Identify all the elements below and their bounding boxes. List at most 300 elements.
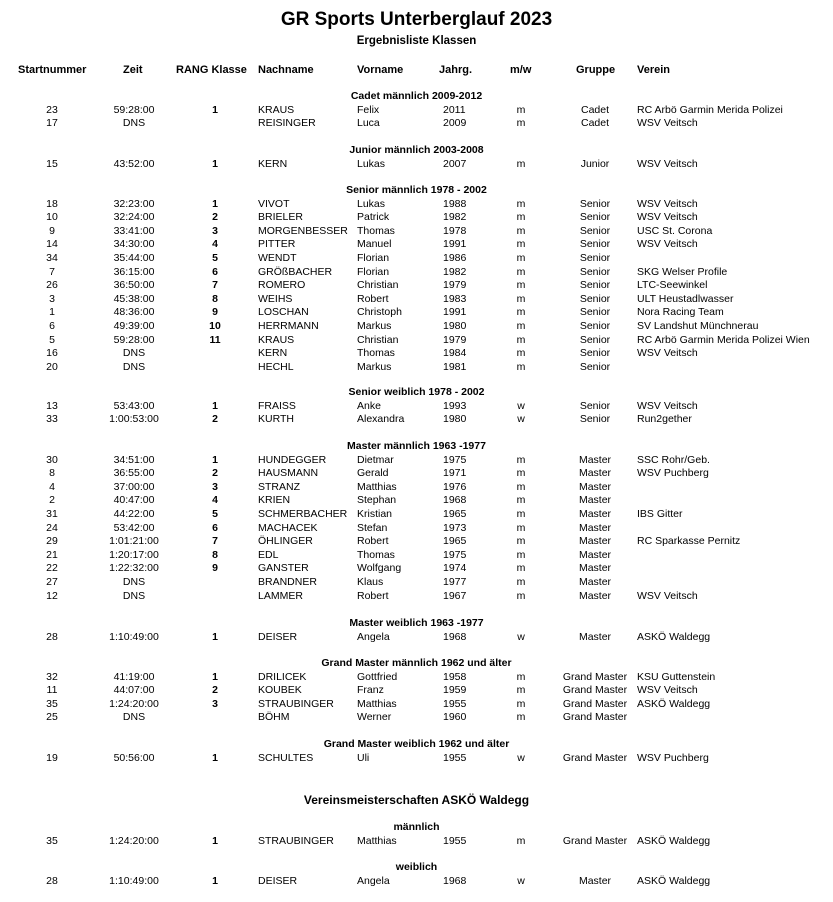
cell-group: Senior	[579, 333, 611, 346]
cell-start-number: 7	[49, 265, 55, 278]
cell-time: 50:56:00	[113, 751, 155, 764]
cell-club: KSU Guttenstein	[637, 670, 716, 683]
cell-gender: m	[516, 521, 526, 534]
cell-group: Senior	[579, 279, 611, 292]
cell-last-name: REISINGER	[258, 117, 316, 130]
cell-last-name: ÖHLINGER	[258, 535, 313, 548]
cell-birth-year: 1975	[443, 548, 467, 561]
cell-club: ULT Heustadlwasser	[637, 292, 734, 305]
cell-last-name: KRAUS	[258, 333, 295, 346]
cell-start-number: 33	[46, 413, 58, 426]
header-time: Zeit	[123, 64, 143, 76]
cell-first-name: Christian	[357, 333, 399, 346]
cell-last-name: SCHULTES	[258, 751, 314, 764]
cell-last-name: DEISER	[258, 630, 298, 643]
cell-last-name: PITTER	[258, 238, 296, 251]
cell-gender: m	[516, 320, 526, 332]
header-group: Gruppe	[576, 64, 616, 76]
cell-club: WSV Puchberg	[637, 467, 709, 480]
cell-start-number: 12	[46, 589, 58, 602]
cell-start-number: 13	[46, 399, 58, 412]
document-subtitle: Ergebnisliste Klassen	[356, 35, 477, 47]
cell-rank: 8	[212, 548, 218, 561]
cell-club: Run2gether	[637, 413, 692, 426]
cell-time: 43:52:00	[113, 157, 155, 170]
cell-time: DNS	[122, 589, 146, 602]
cell-gender: m	[516, 306, 526, 319]
cell-first-name: Manuel	[357, 238, 392, 251]
table-row	[0, 508, 833, 522]
cell-birth-year: 1988	[443, 197, 467, 210]
cell-time: 1:10:49:00	[109, 630, 159, 643]
cell-first-name: Thomas	[357, 347, 395, 360]
cell-first-name: Alexandra	[357, 413, 405, 426]
cell-first-name: Matthias	[357, 697, 397, 710]
cell-last-name: EDL	[258, 548, 279, 561]
cell-birth-year: 1980	[443, 320, 467, 332]
cell-group: Master	[578, 535, 612, 548]
cell-start-number: 9	[49, 224, 55, 237]
table-row	[0, 293, 833, 307]
cell-rank: 7	[212, 535, 218, 548]
cell-club: SKG Welser Profile	[637, 265, 728, 278]
cell-first-name: Franz	[357, 684, 384, 697]
cell-time: 49:39:00	[113, 320, 155, 332]
cell-rank: 1	[212, 670, 218, 683]
cell-gender: m	[516, 535, 526, 548]
cell-last-name: DRILICEK	[258, 670, 307, 683]
cell-gender: m	[516, 117, 526, 130]
cell-start-number: 35	[46, 834, 58, 847]
cell-birth-year: 1982	[443, 211, 467, 224]
cell-group: Senior	[579, 197, 611, 210]
table-row	[0, 576, 833, 590]
table-row	[0, 279, 833, 293]
cell-rank: 6	[212, 265, 218, 278]
cell-first-name: Gottfried	[357, 670, 398, 683]
cell-first-name: Florian	[357, 252, 390, 264]
cell-rank: 7	[212, 279, 218, 292]
cell-club: ASKÖ Waldegg	[637, 697, 711, 710]
cell-time: 59:28:00	[113, 333, 155, 346]
table-row	[0, 590, 833, 604]
cell-birth-year: 1955	[443, 751, 467, 764]
cell-club: RC Sparkasse Pernitz	[637, 535, 741, 548]
cell-time: 1:24:20:00	[109, 834, 159, 847]
cell-rank: 2	[212, 467, 218, 480]
table-row	[0, 535, 833, 549]
cell-group: Junior	[580, 157, 610, 170]
cell-birth-year: 1984	[443, 347, 467, 360]
cell-first-name: Christian	[357, 279, 399, 292]
cell-gender: m	[516, 711, 526, 724]
cell-time: 32:23:00	[113, 197, 155, 210]
table-row	[0, 413, 833, 427]
cell-first-name: Stefan	[357, 521, 388, 534]
table-row	[0, 252, 833, 266]
cell-group: Grand Master	[562, 697, 628, 710]
section-heading: männlich	[393, 821, 440, 833]
cell-birth-year: 1982	[443, 265, 467, 278]
header-last-name: Nachname	[258, 64, 314, 76]
cell-start-number: 32	[46, 670, 58, 683]
cell-rank: 8	[212, 292, 218, 305]
cell-first-name: Matthias	[357, 480, 397, 493]
cell-birth-year: 1981	[443, 360, 467, 373]
cell-time: 1:24:20:00	[109, 697, 159, 710]
cell-first-name: Angela	[357, 874, 390, 887]
table-row	[0, 835, 833, 849]
cell-start-number: 31	[46, 508, 58, 520]
cell-group: Senior	[579, 413, 611, 426]
cell-last-name: STRAUBINGER	[258, 834, 334, 847]
table-row	[0, 361, 833, 375]
cell-gender: w	[517, 874, 525, 887]
cell-start-number: 20	[46, 360, 58, 373]
cell-rank: 6	[212, 521, 218, 534]
cell-gender: m	[516, 697, 526, 710]
cell-group: Senior	[579, 252, 611, 264]
cell-group: Grand Master	[562, 684, 628, 697]
cell-club: WSV Veitsch	[637, 589, 698, 602]
cell-gender: m	[516, 562, 526, 575]
cell-group: Master	[578, 548, 612, 561]
cell-start-number: 18	[46, 197, 58, 210]
table-row	[0, 347, 833, 361]
club-championship-title: Vereinsmeisterschaften ASKÖ Waldegg	[303, 793, 530, 807]
cell-rank: 10	[209, 320, 221, 332]
cell-club: ASKÖ Waldegg	[637, 630, 711, 643]
header-club: Verein	[637, 64, 671, 76]
cell-rank: 2	[212, 684, 218, 697]
cell-first-name: Wolfgang	[357, 562, 402, 575]
cell-time: 59:28:00	[113, 103, 155, 116]
cell-start-number: 10	[46, 211, 58, 224]
cell-last-name: LOSCHAN	[258, 306, 309, 319]
cell-start-number: 26	[46, 279, 58, 292]
table-row	[0, 225, 833, 239]
cell-time: 33:41:00	[113, 224, 155, 237]
table-row	[0, 266, 833, 280]
cell-birth-year: 1977	[443, 576, 467, 588]
cell-time: DNS	[122, 360, 146, 373]
cell-birth-year: 1955	[443, 834, 467, 847]
cell-rank: 1	[212, 399, 218, 412]
cell-gender: m	[516, 252, 526, 264]
cell-first-name: Anke	[357, 399, 381, 412]
cell-birth-year: 1965	[443, 508, 467, 520]
cell-club: WSV Veitsch	[637, 238, 698, 251]
cell-first-name: Dietmar	[357, 453, 394, 466]
cell-time: 45:38:00	[113, 292, 155, 305]
cell-gender: m	[516, 494, 526, 507]
table-row	[0, 211, 833, 225]
cell-rank: 11	[209, 333, 221, 346]
cell-group: Senior	[579, 224, 611, 237]
table-row	[0, 198, 833, 212]
cell-rank: 4	[212, 494, 218, 507]
cell-group: Grand Master	[562, 670, 628, 683]
cell-first-name: Markus	[357, 320, 392, 332]
cell-time: 37:00:00	[113, 480, 155, 493]
section-heading: Senior männlich 1978 - 2002	[346, 184, 487, 196]
cell-start-number: 16	[46, 347, 58, 360]
cell-first-name: Gerald	[357, 467, 389, 480]
cell-first-name: Kristian	[357, 508, 393, 520]
cell-last-name: WENDT	[258, 252, 297, 264]
cell-start-number: 28	[46, 874, 58, 887]
cell-club: WSV Veitsch	[637, 684, 698, 697]
cell-group: Master	[578, 589, 612, 602]
cell-gender: m	[516, 279, 526, 292]
cell-rank: 1	[212, 751, 218, 764]
cell-birth-year: 1980	[443, 413, 467, 426]
header-start-number: Startnummer	[18, 64, 87, 76]
cell-birth-year: 1978	[443, 224, 467, 237]
cell-club: SV Landshut Münchnerau	[637, 320, 759, 332]
cell-rank: 1	[212, 103, 218, 116]
cell-time: 34:30:00	[113, 238, 155, 251]
cell-last-name: BRIELER	[258, 211, 303, 224]
cell-gender: m	[516, 211, 526, 224]
cell-group: Grand Master	[562, 751, 628, 764]
cell-group: Senior	[579, 320, 611, 332]
table-row	[0, 752, 833, 766]
section-heading: Junior männlich 2003-2008	[349, 144, 484, 156]
cell-birth-year: 1976	[443, 480, 467, 493]
cell-start-number: 23	[46, 103, 58, 116]
cell-first-name: Uli	[357, 751, 370, 764]
cell-group: Master	[578, 874, 612, 887]
cell-rank: 4	[212, 238, 218, 251]
cell-first-name: Klaus	[357, 576, 384, 588]
cell-birth-year: 1959	[443, 684, 467, 697]
cell-time: 48:36:00	[113, 306, 155, 319]
cell-start-number: 11	[46, 684, 58, 697]
cell-rank: 5	[212, 508, 218, 520]
cell-gender: m	[516, 453, 526, 466]
cell-last-name: SCHMERBACHER	[258, 508, 348, 520]
cell-gender: m	[516, 548, 526, 561]
cell-birth-year: 1967	[443, 589, 467, 602]
cell-start-number: 3	[49, 292, 55, 305]
cell-group: Cadet	[580, 103, 610, 116]
cell-start-number: 21	[46, 548, 58, 561]
cell-time: 1:10:49:00	[109, 874, 159, 887]
cell-birth-year: 2011	[443, 103, 466, 116]
cell-gender: m	[516, 265, 526, 278]
cell-first-name: Robert	[357, 589, 389, 602]
cell-birth-year: 1960	[443, 711, 467, 724]
cell-birth-year: 1965	[443, 535, 467, 548]
cell-time: DNS	[122, 117, 146, 130]
cell-club: WSV Veitsch	[637, 399, 698, 412]
cell-birth-year: 1971	[443, 467, 467, 480]
table-row	[0, 522, 833, 536]
cell-start-number: 30	[46, 453, 58, 466]
cell-rank: 1	[212, 157, 218, 170]
cell-group: Master	[578, 453, 612, 466]
header-first-name: Vorname	[357, 64, 404, 76]
table-row	[0, 238, 833, 252]
cell-first-name: Thomas	[357, 548, 395, 561]
cell-last-name: STRANZ	[258, 480, 300, 493]
cell-group: Master	[578, 494, 612, 507]
cell-first-name: Lukas	[357, 197, 386, 210]
cell-first-name: Markus	[357, 360, 392, 373]
cell-rank: 1	[212, 834, 218, 847]
section-heading: Master männlich 1963 -1977	[347, 440, 486, 452]
cell-birth-year: 1955	[443, 697, 467, 710]
cell-gender: m	[516, 347, 526, 360]
cell-gender: m	[516, 576, 526, 588]
cell-birth-year: 1958	[443, 670, 467, 683]
cell-last-name: KOUBEK	[258, 684, 302, 697]
cell-group: Master	[578, 562, 612, 575]
cell-rank: 3	[212, 480, 218, 493]
cell-last-name: HERRMANN	[258, 320, 319, 332]
cell-club: RC Arbö Garmin Merida Polizei Wien	[637, 333, 810, 346]
cell-start-number: 24	[46, 521, 58, 534]
cell-birth-year: 2009	[443, 117, 467, 130]
cell-gender: w	[517, 630, 525, 643]
cell-club: WSV Veitsch	[637, 157, 698, 170]
cell-club: WSV Veitsch	[637, 197, 698, 210]
cell-group: Master	[578, 508, 612, 520]
cell-start-number: 35	[46, 697, 58, 710]
table-row	[0, 117, 833, 131]
cell-first-name: Christoph	[357, 306, 402, 319]
cell-group: Senior	[579, 292, 611, 305]
cell-time: 1:22:32:00	[109, 562, 159, 575]
table-row	[0, 334, 833, 348]
cell-last-name: KRIEN	[258, 494, 291, 507]
cell-birth-year: 1973	[443, 521, 467, 534]
cell-club: ASKÖ Waldegg	[637, 834, 711, 847]
cell-time: 34:51:00	[113, 453, 155, 466]
cell-group: Senior	[579, 306, 611, 319]
cell-club: WSV Puchberg	[637, 751, 709, 764]
cell-club: WSV Veitsch	[637, 117, 698, 130]
cell-birth-year: 1968	[443, 494, 467, 507]
table-row	[0, 400, 833, 414]
cell-gender: m	[516, 238, 526, 251]
cell-birth-year: 1986	[443, 252, 467, 264]
cell-group: Grand Master	[562, 834, 628, 847]
cell-last-name: MORGENBESSER	[258, 224, 348, 237]
cell-time: DNS	[122, 347, 146, 360]
cell-group: Senior	[579, 265, 611, 278]
cell-rank: 2	[212, 413, 218, 426]
header-rank: RANG Klasse	[176, 64, 247, 76]
cell-last-name: KERN	[258, 347, 288, 360]
cell-first-name: Robert	[357, 292, 389, 305]
header-birth-year: Jahrg.	[439, 64, 473, 76]
cell-rank: 1	[212, 630, 218, 643]
cell-rank: 1	[212, 197, 218, 210]
cell-club: ASKÖ Waldegg	[637, 874, 711, 887]
cell-start-number: 22	[46, 562, 58, 575]
cell-time: 44:22:00	[113, 508, 155, 520]
cell-time: DNS	[122, 711, 146, 724]
cell-first-name: Angela	[357, 630, 390, 643]
cell-time: DNS	[122, 576, 146, 588]
cell-time: 41:19:00	[113, 670, 155, 683]
cell-time: 1:20:17:00	[109, 548, 159, 561]
cell-last-name: STRAUBINGER	[258, 697, 334, 710]
cell-start-number: 4	[49, 480, 55, 493]
cell-start-number: 2	[49, 494, 55, 507]
cell-rank: 2	[212, 211, 218, 224]
cell-time: 44:07:00	[113, 684, 155, 697]
cell-start-number: 8	[49, 467, 55, 480]
cell-gender: w	[517, 751, 525, 764]
table-row	[0, 562, 833, 576]
table-row	[0, 481, 833, 495]
cell-club: SSC Rohr/Geb.	[637, 453, 710, 466]
section-heading: Grand Master männlich 1962 und älter	[321, 657, 512, 669]
cell-group: Master	[578, 467, 612, 480]
cell-gender: m	[516, 292, 526, 305]
cell-birth-year: 1979	[443, 279, 467, 292]
cell-group: Senior	[579, 238, 611, 251]
cell-gender: m	[516, 670, 526, 683]
cell-start-number: 27	[46, 576, 58, 588]
cell-club: Nora Racing Team	[637, 306, 724, 319]
cell-gender: m	[516, 360, 526, 373]
cell-gender: m	[516, 480, 526, 493]
cell-time: 36:50:00	[113, 279, 155, 292]
cell-last-name: KURTH	[258, 413, 294, 426]
cell-gender: m	[516, 508, 526, 520]
cell-start-number: 25	[46, 711, 58, 724]
cell-birth-year: 1991	[443, 306, 467, 319]
cell-start-number: 5	[49, 333, 55, 346]
cell-last-name: GRÖßBACHER	[258, 265, 333, 278]
cell-rank: 9	[212, 562, 218, 575]
cell-gender: m	[516, 333, 526, 346]
cell-last-name: HUNDEGGER	[258, 453, 327, 466]
header-gender: m/w	[510, 64, 532, 76]
cell-club: WSV Veitsch	[637, 211, 698, 224]
cell-birth-year: 1993	[443, 399, 467, 412]
cell-last-name: BRANDNER	[258, 576, 317, 588]
table-row	[0, 549, 833, 563]
cell-start-number: 1	[49, 306, 55, 319]
cell-group: Senior	[579, 360, 611, 373]
cell-gender: m	[516, 589, 526, 602]
cell-last-name: MACHACEK	[258, 521, 318, 534]
cell-birth-year: 1975	[443, 453, 467, 466]
cell-time: 35:44:00	[113, 252, 155, 264]
cell-birth-year: 1983	[443, 292, 467, 305]
cell-last-name: LAMMER	[258, 589, 303, 602]
cell-last-name: FRAISS	[258, 399, 296, 412]
cell-first-name: Lukas	[357, 157, 386, 170]
cell-last-name: VIVOT	[258, 197, 290, 210]
cell-last-name: KRAUS	[258, 103, 295, 116]
cell-birth-year: 1968	[443, 874, 467, 887]
cell-last-name: BÖHM	[258, 711, 290, 724]
cell-time: 32:24:00	[113, 211, 155, 224]
cell-birth-year: 1968	[443, 630, 467, 643]
cell-first-name: Werner	[357, 711, 392, 724]
cell-gender: w	[517, 399, 525, 412]
cell-gender: w	[517, 413, 525, 426]
cell-last-name: WEIHS	[258, 292, 293, 305]
cell-rank: 3	[212, 224, 218, 237]
cell-rank: 1	[212, 874, 218, 887]
